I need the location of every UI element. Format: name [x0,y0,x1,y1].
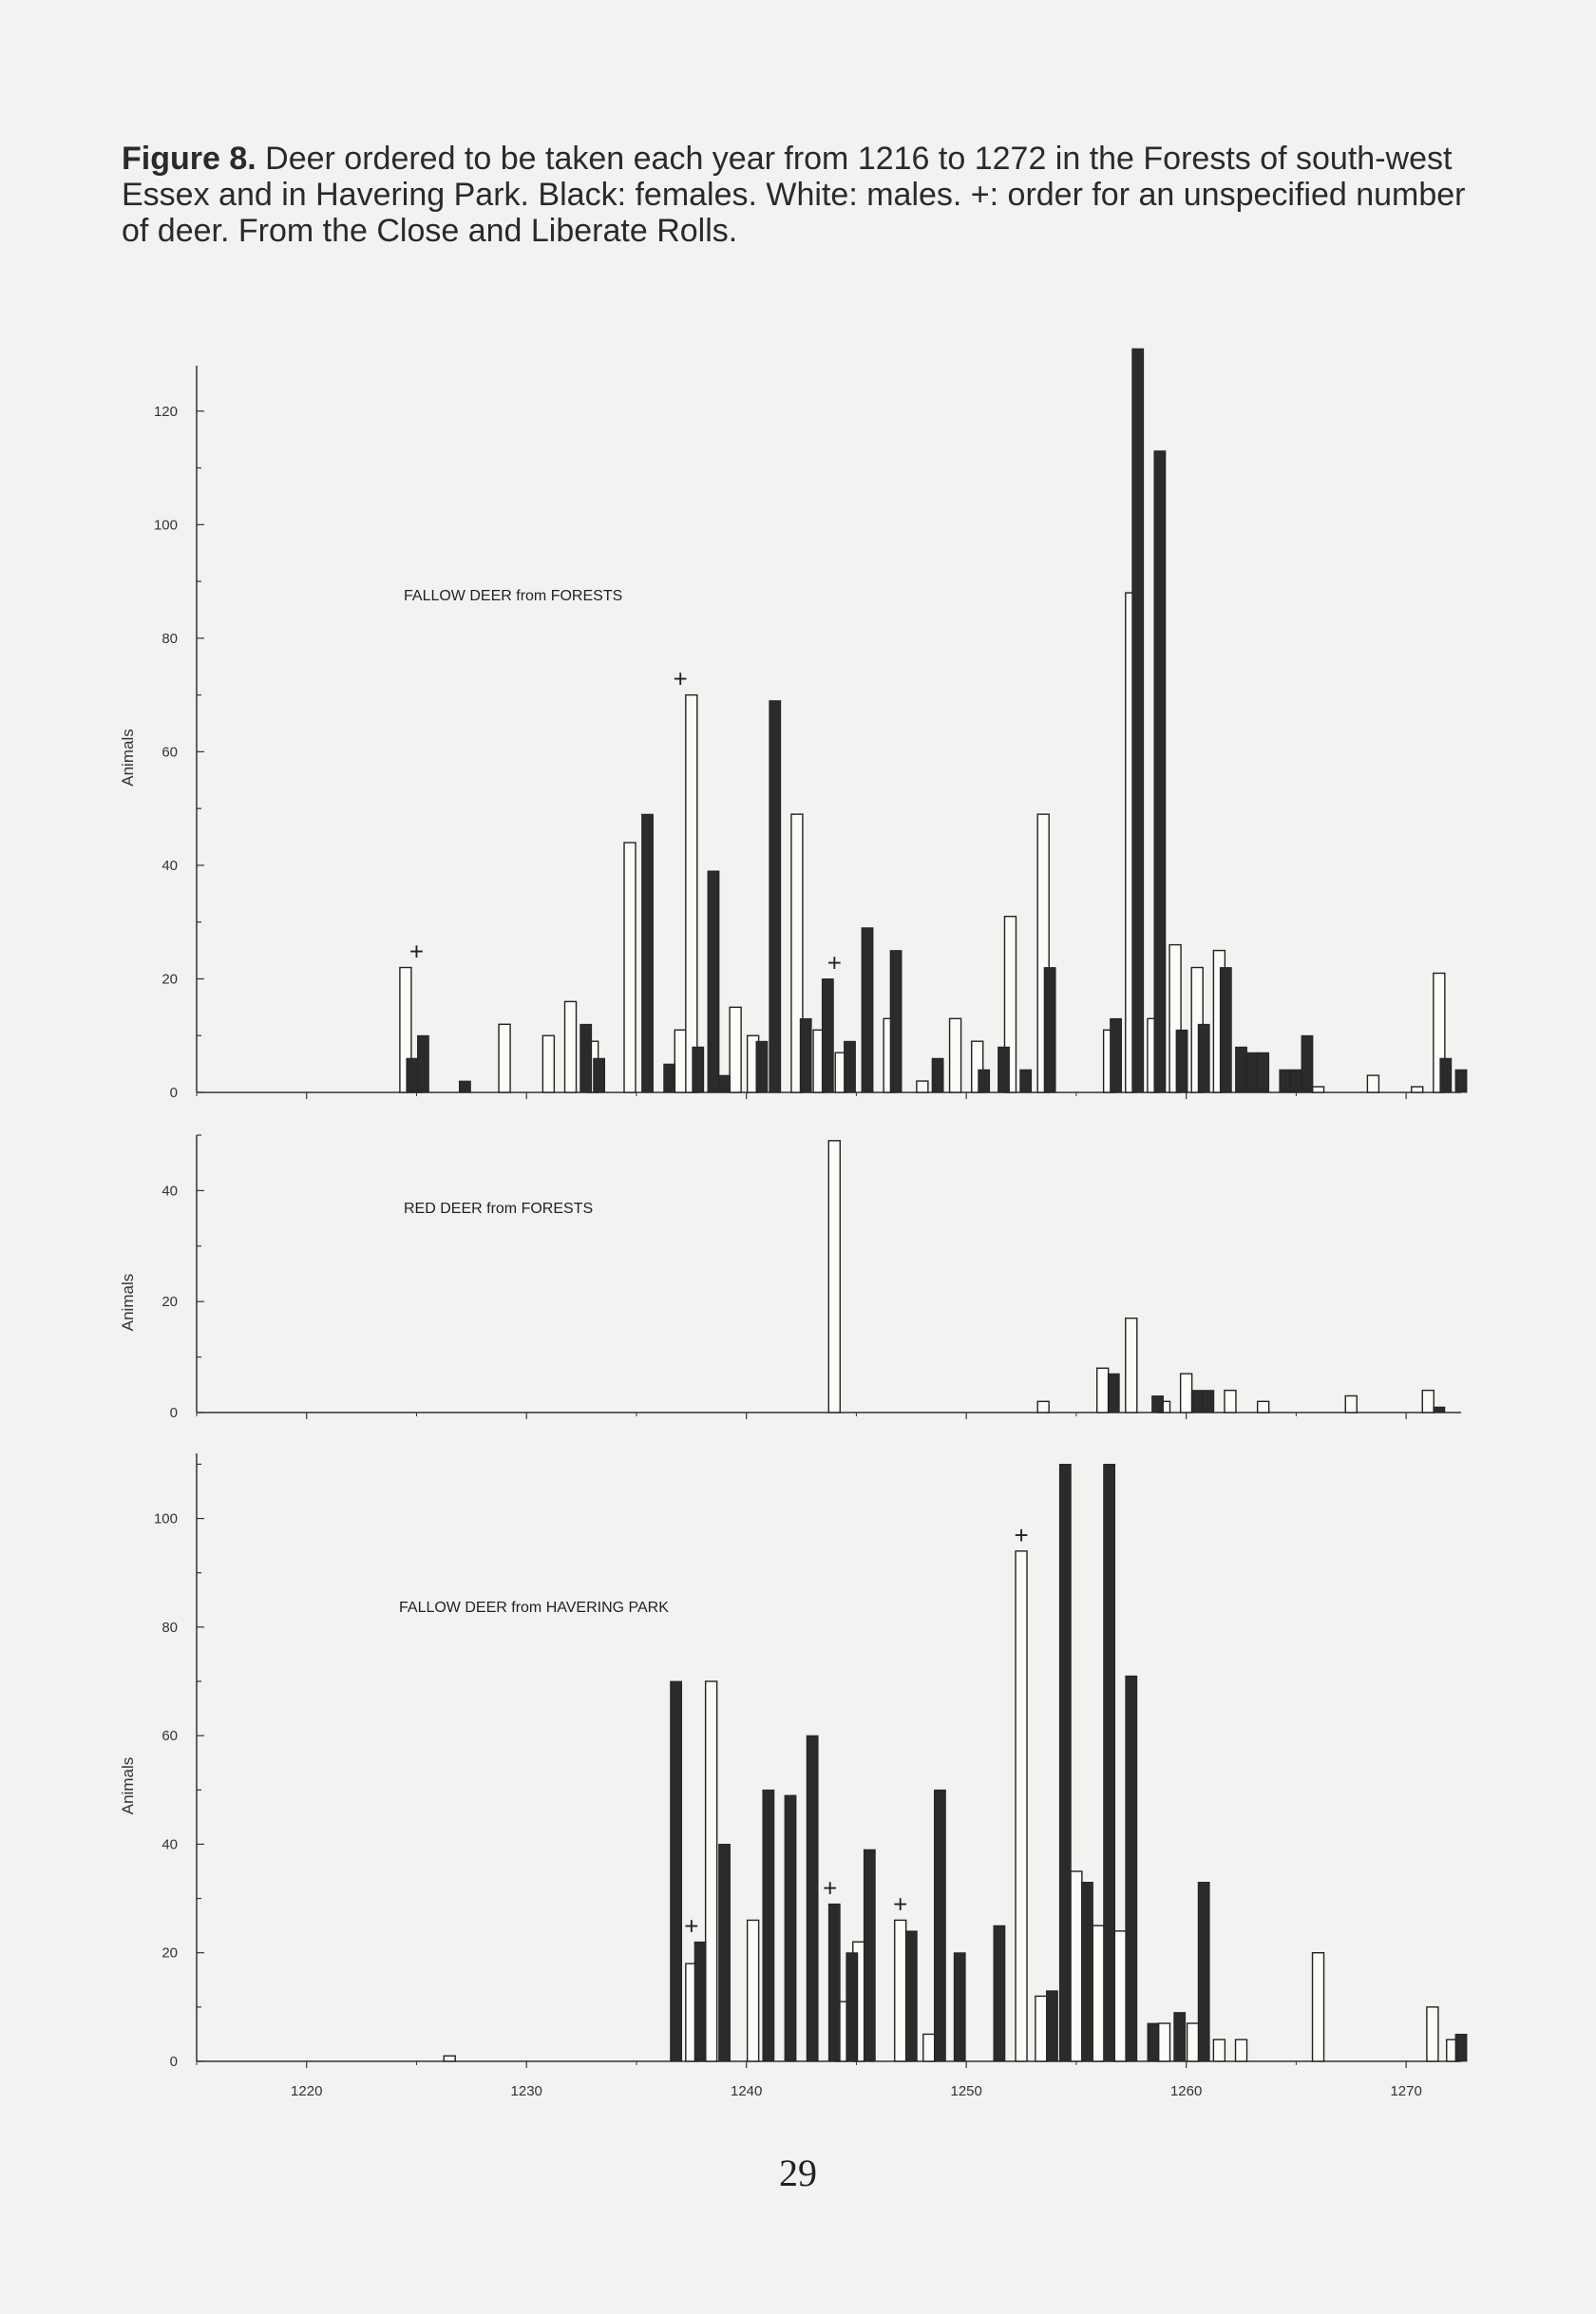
bar-female [1176,1030,1188,1092]
bar-female [1236,1047,1247,1092]
bar-female [642,814,654,1092]
bar-female [1020,1070,1032,1092]
bar-female [1111,1018,1122,1092]
y-tick-label: 100 [153,1510,178,1527]
bar-female [1132,349,1144,1092]
panel-title: FALLOW DEER from HAVERING PARK [399,1600,669,1616]
bar-male [1225,1391,1236,1413]
bar-male [1313,1087,1324,1092]
bar-female [580,1024,592,1092]
bar-male [1258,1401,1269,1413]
bar-male [499,1024,510,1092]
y-tick-label: 40 [162,1836,178,1853]
bar-female [828,1904,840,2061]
bar-female [800,1018,811,1092]
panel-title: FALLOW DEER from FORESTS [404,588,623,604]
unspecified-order-marker: + [823,1873,838,1903]
bar-male [923,2034,935,2061]
bar-female [998,1047,1010,1092]
bar-female [822,978,833,1092]
bar-male [1236,2039,1247,2061]
bar-female [1059,1464,1071,2061]
bar-male [542,1035,554,1092]
bar-female [890,951,902,1092]
bar-male [686,695,697,1092]
bar-female [785,1795,796,2061]
panel-title: RED DEER from FORESTS [404,1201,594,1217]
y-tick-label: 60 [162,744,178,761]
bar-female [594,1058,605,1092]
bar-female [1302,1035,1313,1092]
y-tick-label: 80 [162,630,178,647]
bar-female [1246,1053,1258,1092]
bar-female [719,1075,731,1092]
bar-female [1290,1070,1302,1092]
bar-male [1126,1318,1137,1413]
bar-male [1114,1931,1126,2061]
bar-female [1108,1374,1119,1413]
bar-female [708,871,719,1092]
bar-male [748,1920,759,2061]
bar-female [1174,2013,1186,2061]
bar-female [1455,2034,1467,2061]
bar-male [1422,1391,1434,1413]
bar-female [1280,1070,1291,1092]
bar-female [862,928,873,1092]
y-tick-label: 100 [153,517,178,534]
y-tick-label: 20 [162,971,178,988]
bar-male [1159,2023,1170,2061]
bar-male [1313,1953,1324,2061]
y-tick-label: 80 [162,1619,178,1636]
bar-male [1092,1925,1104,2061]
bar-female [1154,451,1166,1092]
x-tick-label: 1240 [731,2083,763,2099]
x-tick-label: 1260 [1169,2083,1203,2099]
x-tick-label: 1250 [950,2083,982,2099]
bar-female [763,1790,774,2061]
bar-male [1071,1871,1082,2061]
bar-female [1440,1058,1452,1092]
bar-female [1126,1676,1137,2061]
bar-male [1181,1374,1192,1413]
bar-male [917,1081,928,1092]
y-tick-label: 60 [162,1728,178,1745]
x-tick-label: 1230 [510,2083,542,2099]
x-tick-label: 1220 [291,2083,323,2099]
bar-male [1412,1087,1423,1092]
bar-female [719,1844,731,2061]
y-tick-label: 20 [162,1294,178,1311]
unspecified-order-marker: + [1014,1520,1029,1549]
bar-female [1044,968,1055,1092]
y-axis-title: Animals [119,729,137,787]
bar-female [978,1070,990,1092]
bar-male [730,1007,741,1092]
bar-female [932,1058,943,1092]
bar-male [1037,1401,1049,1413]
bar-female [756,1041,768,1092]
bar-male [1097,1368,1109,1413]
page-number: 29 [779,2152,817,2194]
bar-male [1213,2039,1225,2061]
bar-male [950,1018,961,1092]
bar-female [1152,1395,1164,1413]
bar-female [417,1035,428,1092]
bar-male [624,843,636,1092]
bar-female [1434,1407,1445,1413]
bar-female [1203,1391,1214,1413]
bar-female [664,1064,675,1092]
bar-female [459,1081,470,1092]
y-tick-label: 20 [162,1944,178,1962]
y-tick-label: 120 [153,403,178,420]
y-axis-title: Animals [119,1273,137,1332]
bar-female [844,1041,855,1092]
bar-female [1191,1391,1203,1413]
bar-female [1104,1464,1115,2061]
unspecified-order-marker: + [673,664,688,693]
bar-male [565,1001,577,1092]
chart-panel-2 [119,1135,1461,1421]
y-tick-label: 0 [169,1085,178,1101]
y-tick-label: 0 [169,2054,178,2070]
y-tick-label: 0 [169,1405,178,1421]
bar-female [1198,1024,1209,1092]
bar-male [1016,1551,1027,2061]
bar-female [1148,2023,1159,2061]
bar-female [807,1736,818,2061]
bar-male [674,1030,686,1092]
bar-male [895,1920,906,2061]
bar-female [770,701,781,1092]
bar-male [444,2056,455,2061]
bar-female [864,1849,875,2061]
figure-label: Figure 8. [122,141,256,177]
chart-panel-3 [119,1453,1467,2099]
bar-male [1345,1395,1357,1413]
bar-female [954,1953,965,2061]
caption-text: Deer ordered to be taken each year from 1216 to 1272 in the Forests of south-west Essex and in Havering Park. Black: females. White: males. +: order for an unspecified number of deer. From the Close and Liberate Rolls. [122,141,1466,249]
bar-female [934,1790,945,2061]
bar-male [1188,2023,1199,2061]
bar-female [1455,1070,1467,1092]
bar-female [905,1931,917,2061]
bar-female [1081,1882,1092,2061]
bar-female [1198,1882,1209,2061]
bar-male [828,1141,840,1413]
bar-female [694,1942,706,2061]
bar-female [994,1925,1005,2061]
y-tick-label: 40 [162,857,178,874]
bar-female [1220,968,1231,1092]
unspecified-order-marker: + [893,1889,908,1919]
bar-male [1036,1996,1047,2061]
bar-male [706,1681,717,2061]
bar-female [693,1047,704,1092]
bar-female [407,1058,418,1092]
bar-male [1367,1075,1378,1092]
chart-panel-1 [119,349,1467,1101]
unspecified-order-marker: + [408,937,425,966]
bar-male [1427,2007,1438,2061]
y-tick-label: 40 [162,1183,178,1200]
unspecified-order-marker: + [684,1911,699,1941]
bar-female [1258,1053,1269,1092]
bar-female [1046,1991,1057,2061]
unspecified-order-marker: + [826,948,842,977]
bar-female [671,1681,682,2061]
x-tick-label: 1270 [1390,2083,1422,2099]
y-axis-title: Animals [119,1756,137,1815]
bar-female [846,1953,858,2061]
